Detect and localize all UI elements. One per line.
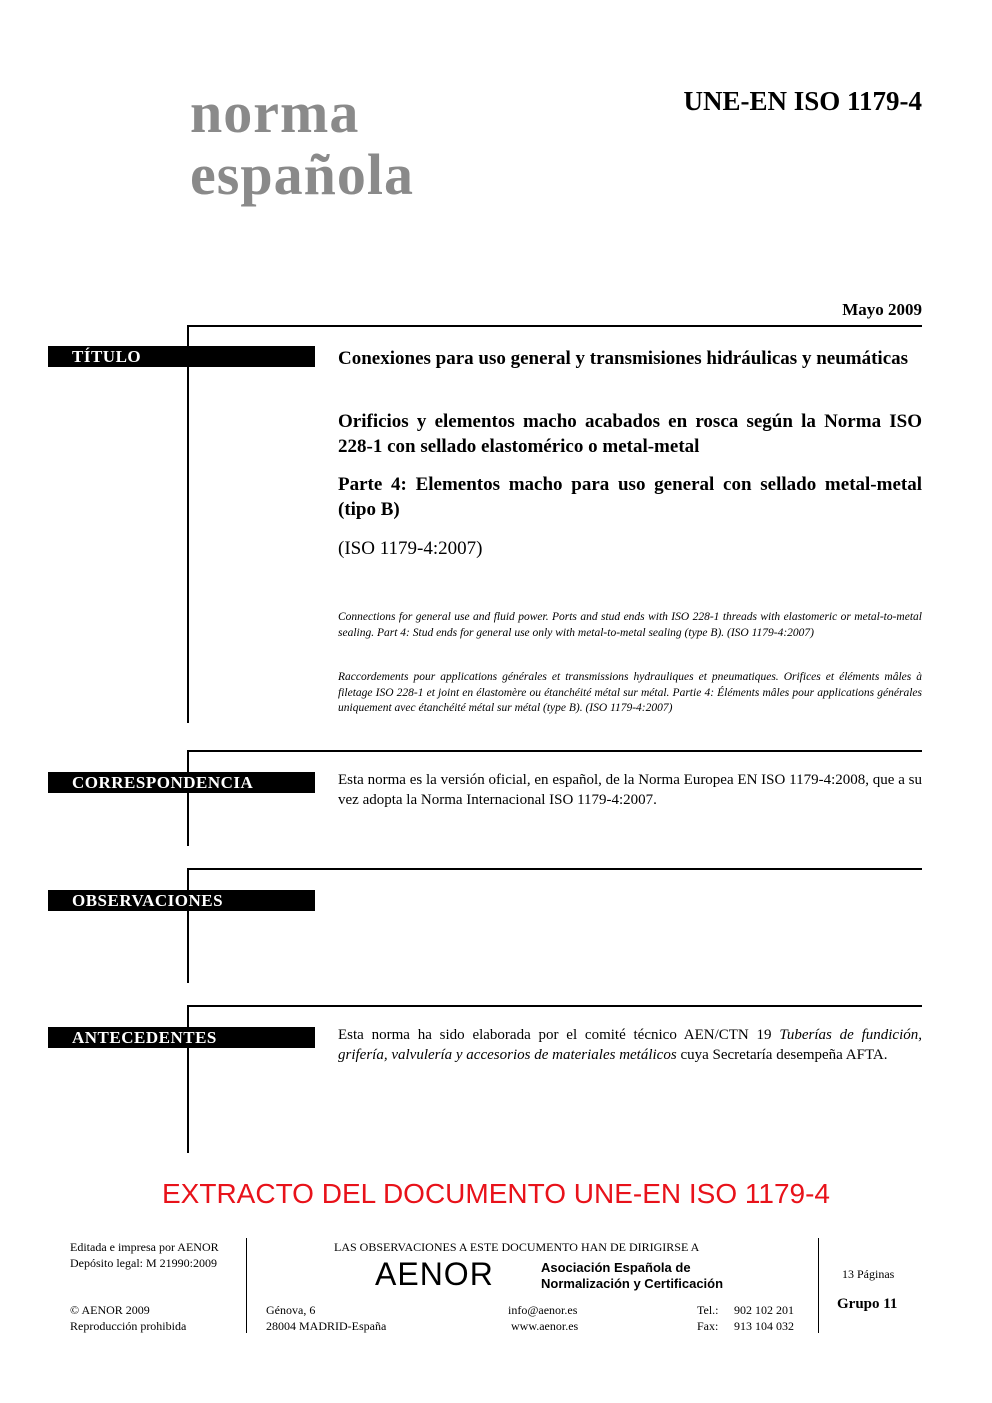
brand-espanola: española (190, 142, 414, 207)
footer-observations-note: LAS OBSERVACIONES A ESTE DOCUMENTO HAN DE DIRIGIRSE A (334, 1240, 700, 1254)
assoc-line-1: Asociación Española de (541, 1260, 691, 1275)
publication-date: Mayo 2009 (842, 300, 922, 319)
footer-email[interactable]: info@aenor.es (508, 1303, 578, 1317)
footer-tel-label: Tel.: (697, 1303, 719, 1317)
footer-street: Génova, 6 (266, 1303, 316, 1317)
document-number: UNE-EN ISO 1179-4 (683, 86, 922, 116)
english-title: Connections for general use and fluid power. Ports and stud ends with ISO 228-1 threads with elastomeric or metal-to-metal sealing. Part 4: Stud ends for general use only with metal-to-metal sealing (type B). (ISO 1179-4:2007) (338, 611, 922, 639)
footer-divider (818, 1238, 819, 1333)
section-vertical-rule (187, 325, 189, 723)
footer-edited: Editada e impresa por AENOR (70, 1240, 219, 1254)
section-divider (187, 750, 922, 752)
aenor-logo: AENOR (375, 1256, 494, 1292)
footer-tel: 902 102 201 (734, 1303, 794, 1317)
antecedentes-text-after: cuya Secretaría desempeña AFTA. (676, 1047, 888, 1063)
brand-norma: norma (190, 80, 360, 145)
footer-website[interactable]: www.aenor.es (511, 1319, 579, 1333)
correspondencia-text: Esta norma es la versión oficial, en español, de la Norma Europea EN ISO 1179-4:2008, que a su vez adopta la Norma Internacional ISO 1179-4:2007. (338, 772, 922, 808)
section-divider (187, 325, 922, 327)
title-line-2: Orificios y elementos macho acabados en rosca según la Norma ISO 228-1 con sellado elastomérico o metal-metal (338, 411, 922, 457)
section-vertical-rule (187, 750, 189, 846)
section-vertical-rule (187, 868, 189, 983)
antecedentes-text-before: Esta norma ha sido elaborada por el comité técnico AEN/CTN 19 (338, 1027, 780, 1043)
footer-pages: 13 Páginas (842, 1267, 895, 1281)
aenor-association-name (541, 1260, 723, 1292)
footer-city: 28004 MADRID-España (266, 1319, 387, 1333)
footer-divider (246, 1238, 247, 1333)
section-divider (187, 868, 922, 870)
french-title: Raccordements pour applications générales et transmissions hydrauliques et pneumatiques. Orifices et éléments mâles à filetage ISO 228-1 et joint en élastomère ou étanchéité métal sur métal. Partie 4: Éléments mâles pour applications générales uniquement avec étanchéité métal sur métal (type B). (ISO 1179-4:2007) (338, 671, 922, 714)
footer-reproduction: Reproducción prohibida (70, 1319, 187, 1333)
iso-reference: (ISO 1179-4:2007) (338, 538, 483, 559)
extract-banner: EXTRACTO DEL DOCUMENTO UNE-EN ISO 1179-4 (162, 1178, 830, 1209)
footer-group: Grupo 11 (837, 1296, 898, 1312)
section-divider (187, 1005, 922, 1007)
footer-copyright: © AENOR 2009 (70, 1303, 150, 1317)
antecedentes-text (338, 1025, 922, 1065)
footer-fax: 913 104 032 (734, 1319, 794, 1333)
label-antecedentes: ANTECEDENTES (48, 1027, 315, 1048)
label-correspondencia: CORRESPONDENCIA (48, 772, 315, 793)
title-line-1: Conexiones para uso general y transmisiones hidráulicas y neumáticas (338, 348, 909, 369)
committee-name: Tuberías de fundición, grifería, valvulería y accesorios de materiales metálicos (338, 1027, 922, 1063)
label-titulo: TÍTULO (48, 346, 315, 367)
label-observaciones: OBSERVACIONES (48, 890, 315, 911)
footer-fax-label: Fax: (697, 1319, 719, 1333)
footer-deposit: Depósito legal: M 21990:2009 (70, 1256, 217, 1270)
title-line-3: Parte 4: Elementos macho para uso general con sellado metal-metal (tipo B) (338, 474, 922, 520)
assoc-line-2: Normalización y Certificación (541, 1276, 724, 1291)
